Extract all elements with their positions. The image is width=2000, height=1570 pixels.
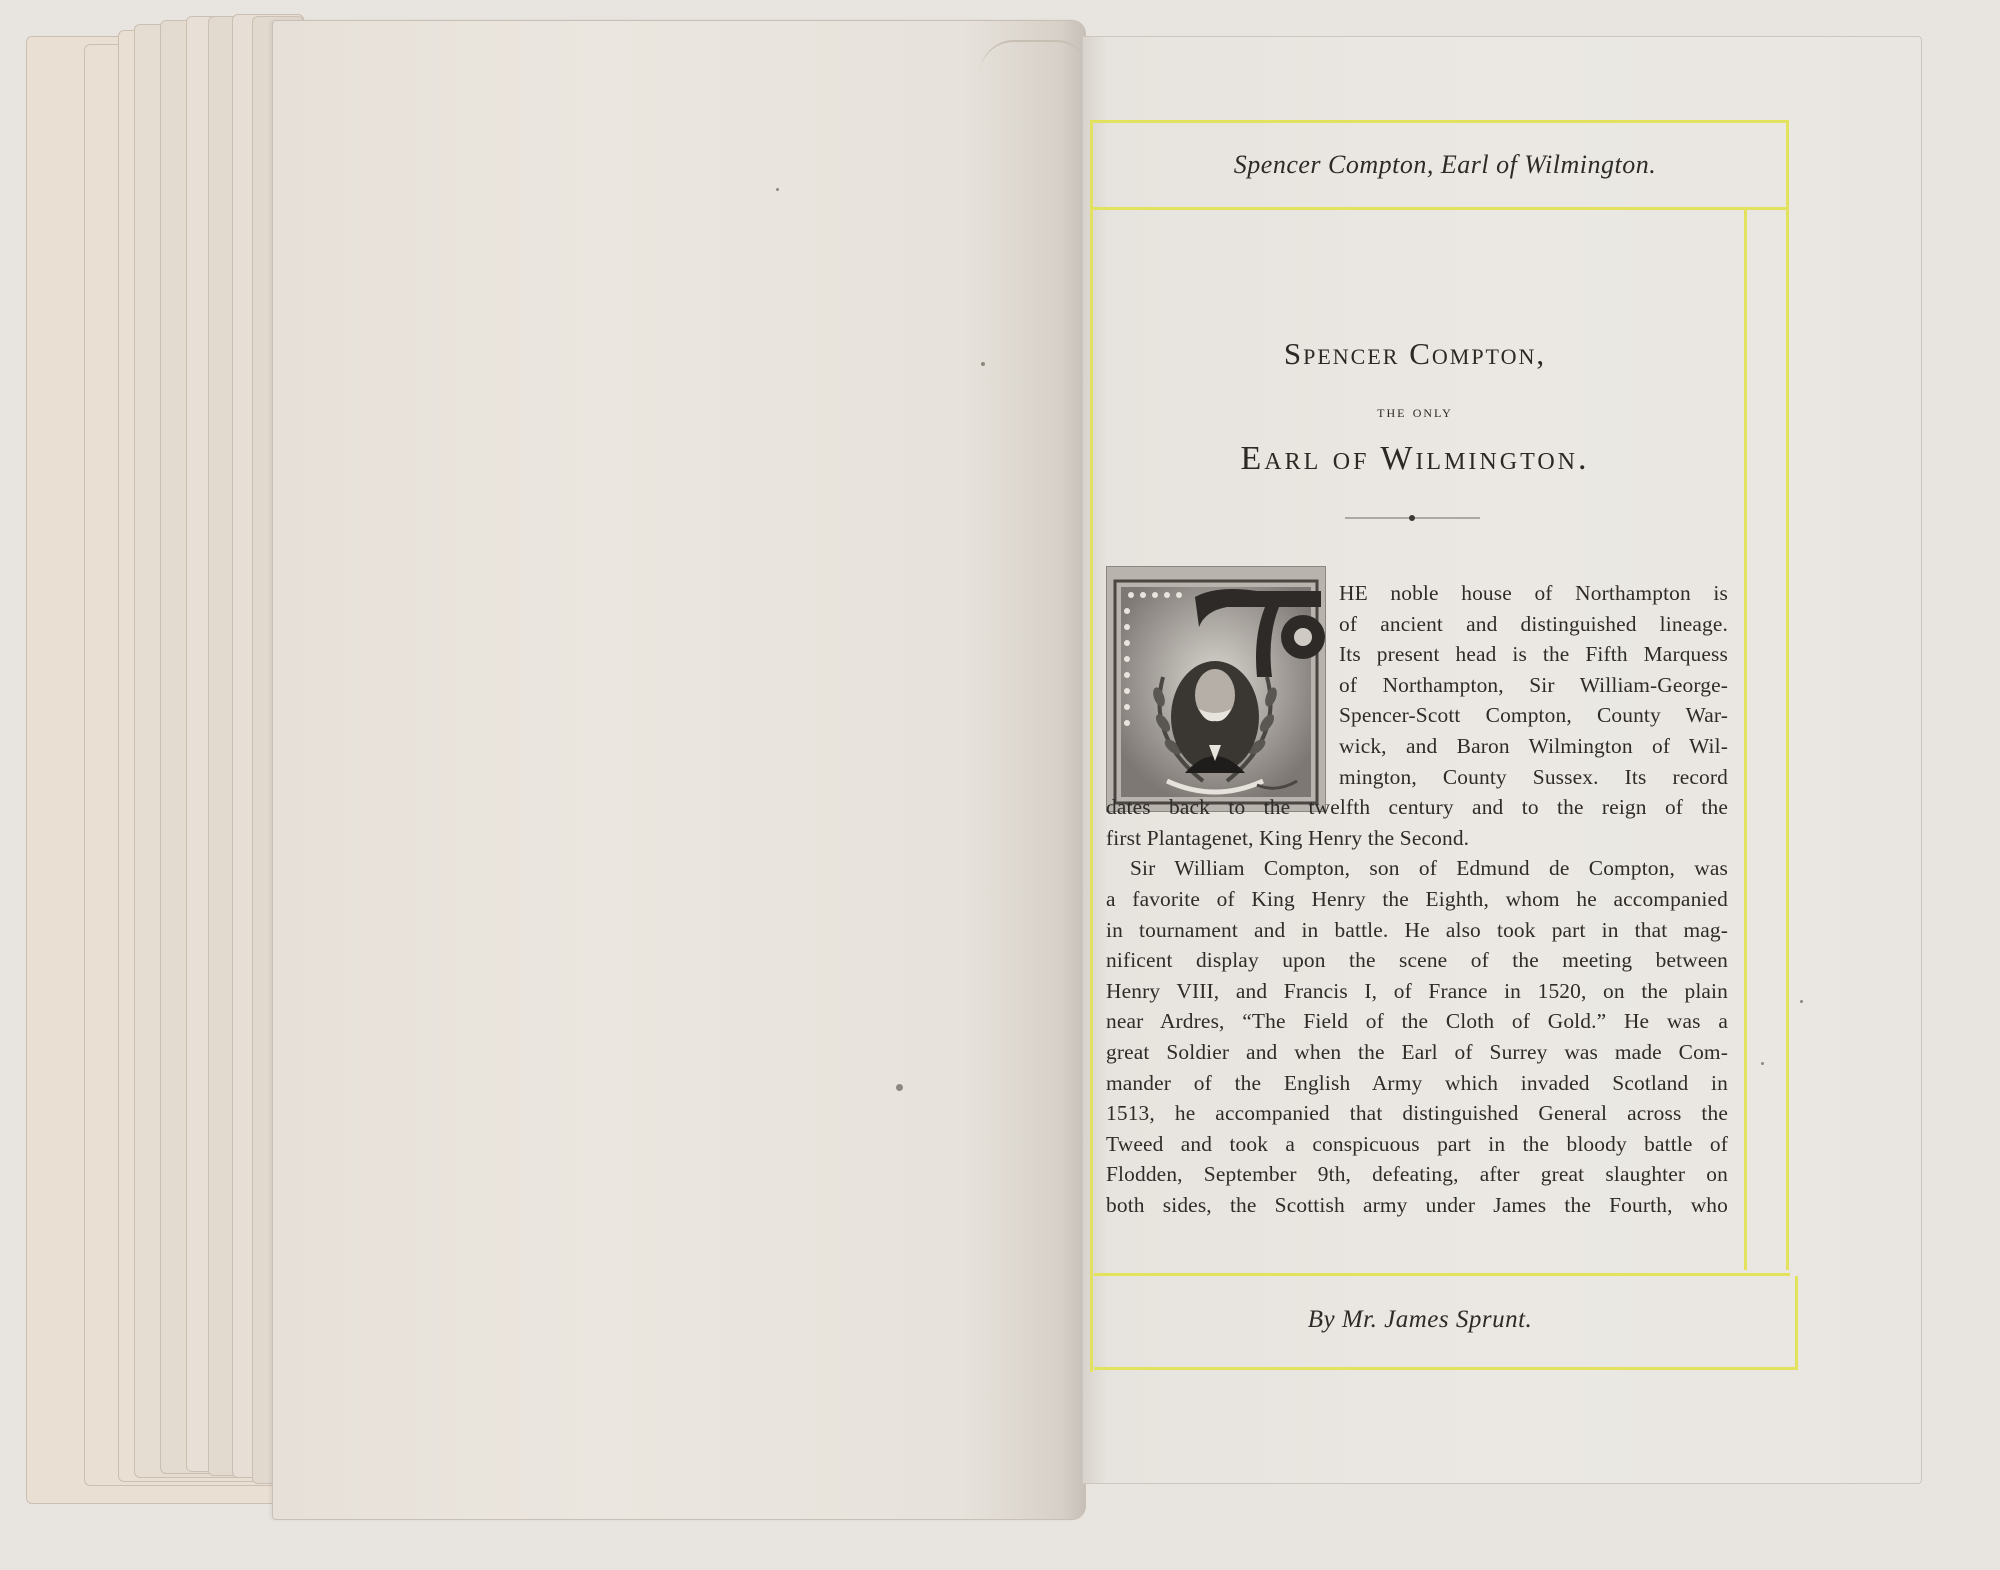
title-line-2: the only bbox=[1377, 402, 1453, 421]
text-line: wick, and Baron Wilmington of Wil- bbox=[1339, 733, 1728, 758]
left-blank-page bbox=[272, 20, 1086, 1520]
text-line: first Plantagenet, King Henry the Second. bbox=[1106, 825, 1470, 850]
byline: By Mr. James Sprunt. bbox=[1307, 1306, 1533, 1333]
text-line: great Soldier and when the Earl of Surrey was made Com- bbox=[1106, 1039, 1728, 1064]
text-line: mington, County Sussex. Its record bbox=[1339, 764, 1728, 789]
text-line: Its present head is the Fifth Marquess bbox=[1339, 642, 1728, 667]
text-line: HE noble house of Northampton is bbox=[1339, 581, 1728, 605]
paper-speck bbox=[981, 362, 985, 366]
frame-line-bottom-inner bbox=[1094, 1273, 1790, 1276]
title-line-1: Spencer Compton, bbox=[1283, 336, 1547, 371]
text-line: Sir William Compton, son of Edmund de Compton, was bbox=[1130, 856, 1728, 881]
frame-line-right-inner bbox=[1744, 210, 1747, 1270]
frame-line-right-bottom bbox=[1795, 1276, 1798, 1368]
text-line: of ancient and distinguished lineage. bbox=[1339, 611, 1728, 636]
frame-line-left bbox=[1090, 120, 1093, 1372]
text-line: in tournament and in battle. He also took part in that mag- bbox=[1106, 917, 1728, 942]
frame-line-right-outer bbox=[1786, 120, 1789, 1270]
paper-speck bbox=[1761, 1062, 1764, 1065]
frame-line-top-inner bbox=[1092, 207, 1789, 210]
frame-line-top bbox=[1092, 120, 1789, 123]
paper-speck bbox=[1800, 1000, 1803, 1003]
paper-speck bbox=[776, 188, 779, 191]
text-line: nificent display upon the scene of the meeting between bbox=[1106, 948, 1728, 973]
text-line: Flodden, September 9th, defeating, after great slaughter on bbox=[1106, 1162, 1728, 1187]
text-line: Tweed and took a conspicuous part in the bloody battle of bbox=[1106, 1131, 1728, 1156]
article-body bbox=[1106, 578, 1728, 1220]
text-line: near Ardres, “The Field of the Cloth of Gold.” He was a bbox=[1106, 1009, 1728, 1034]
text-line: 1513, he accompanied that distinguished General across the bbox=[1106, 1101, 1728, 1126]
text-line: of Northampton, Sir William-George- bbox=[1339, 672, 1728, 697]
text-line: dates back to the twelfth century and to the reign of the bbox=[1106, 795, 1728, 820]
frame-line-bottom bbox=[1094, 1367, 1798, 1370]
text-line: mander of the English Army which invaded Scotland in bbox=[1106, 1070, 1728, 1095]
text-line: a favorite of King Henry the Eighth, whom he accompanied bbox=[1106, 886, 1728, 911]
spine-curl bbox=[980, 40, 1090, 74]
title-ornament-rule bbox=[1345, 506, 1480, 530]
text-line: Henry VIII, and Francis I, of France in 1520, on the plain bbox=[1106, 978, 1728, 1003]
running-head: Spencer Compton, Earl of Wilmington. bbox=[1233, 150, 1657, 179]
paper-speck bbox=[896, 1084, 903, 1091]
text-line: Spencer-Scott Compton, County War- bbox=[1339, 703, 1728, 728]
text-line: both sides, the Scottish army under James the Fourth, who bbox=[1106, 1192, 1728, 1217]
title-line-3: Earl of Wilmington. bbox=[1240, 440, 1590, 477]
